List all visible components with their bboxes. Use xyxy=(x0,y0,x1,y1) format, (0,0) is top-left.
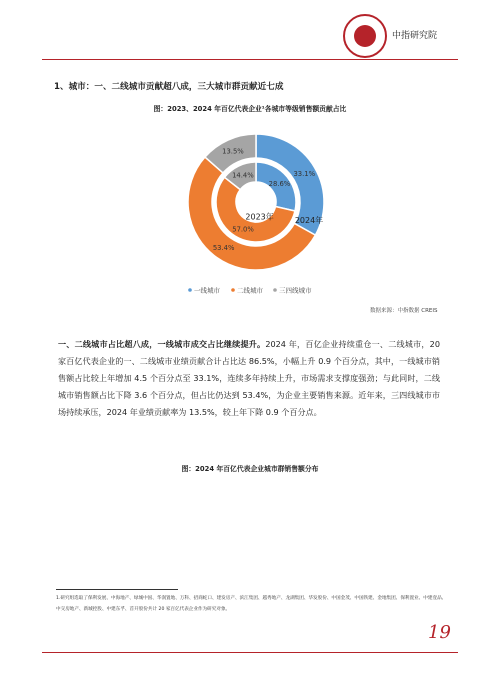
legend-label-0: 一线城市 xyxy=(194,286,220,295)
value-label-1-0: 33.1% xyxy=(293,170,316,179)
value-label-0-1: 57.0% xyxy=(232,225,254,234)
footnote: 1.研究组选取了保利发展、中海地产、绿城中国、华润置地、万科、招商蛇口、建发房产、滨江集团、越秀地产、龙湖集团、华发股份、中国金茂、中国铁建、金地集团、保利置业、中建壹品、中交房地产、新城控股、中建东孚、首开股份共计 20 家百亿代表企业作为研究对象。 xyxy=(56,596,447,612)
legend-marker-0 xyxy=(188,288,192,292)
figure1-title: 图：2023、2024 年百亿代表企业¹各城市等级销售额贡献占比 xyxy=(153,105,347,113)
legend-label-1: 二线城市 xyxy=(237,286,263,295)
footer-divider xyxy=(42,652,458,653)
series-label-2024: 2024年 xyxy=(294,216,324,226)
data-source: 数据来源：中指数据 CREIS xyxy=(370,308,438,314)
page-number: 19 xyxy=(428,622,451,643)
footnote-divider xyxy=(56,589,178,590)
series-label-2023: 2023年 xyxy=(245,212,274,222)
body-paragraph xyxy=(58,336,440,421)
section-heading: 1、城市：一、二线城市贡献超八成，三大城市群贡献近七成 xyxy=(54,82,284,92)
value-label-1-2: 13.5% xyxy=(222,147,244,156)
figure2-title: 图：2024 年百亿代表企业城市群销售额分布 xyxy=(181,465,319,473)
value-label-0-2: 14.4% xyxy=(232,171,254,180)
paragraph-body: 2024 年，百亿企业持续重仓一、二线城市，20 家百亿代表企业的一、二线城市业绩贡献合计占比达 86.5%，小幅上升 0.9 个百分点，其中，一线城市销售额占比较上年增加 4.5 个百分点至 33.1%，连续多年持续上升，市场需求支撑度强劲；与此同时，二线城市销售额占比下降 3.6 个百分点，但占比仍达到 53.4%，为企业主要销售来源。近年来，三四线城市市场持续承压，2024 年业绩贡献率为 13.5%，较上年下降 0.9 个百分点。 xyxy=(58,339,440,417)
legend-marker-1 xyxy=(231,288,235,292)
value-label-1-1: 53.4% xyxy=(212,244,235,253)
legend-label-2: 三四线城市 xyxy=(279,286,312,295)
org-name: 中指研究院 xyxy=(392,31,438,41)
legend-marker-2 xyxy=(273,288,277,292)
paragraph-lead: 一、二线城市占比超八成，一线城市成交占比继续提升。 xyxy=(58,339,266,349)
value-label-0-0: 28.6% xyxy=(268,179,291,188)
